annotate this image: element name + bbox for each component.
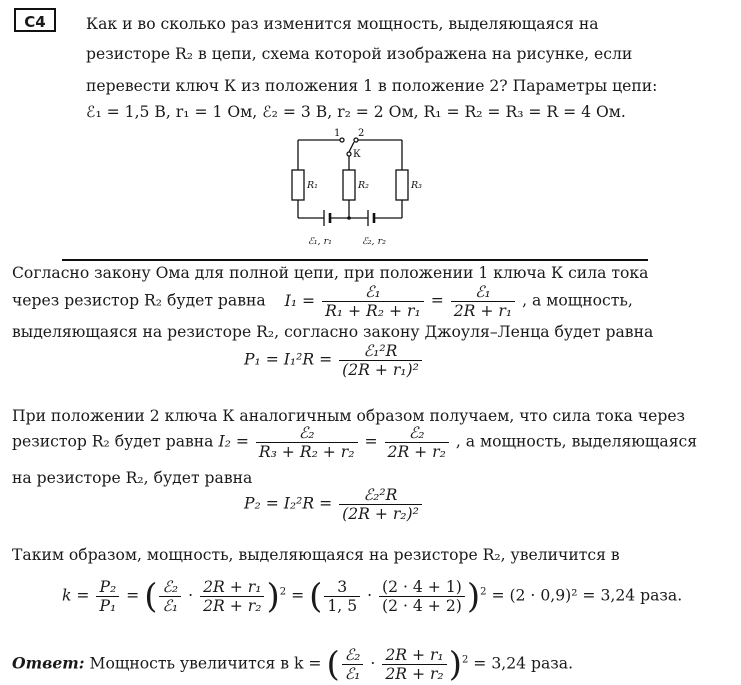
problem-number-badge: С4 (14, 8, 56, 32)
p1-power-equation (244, 342, 424, 379)
battery-2-label: ℰ₂, r₂ (362, 236, 386, 247)
k-power-ratio (96, 578, 119, 615)
k-res-den: 2R + r₂ (203, 597, 262, 615)
answer-emf-ratio (342, 646, 364, 683)
solution-p1-line-1: Согласно закону Ома для полной цепи, при положении 1 ключа К сила тока (12, 264, 649, 282)
solution-p1-line-2: через резистор R₂ будет равна I₁ = $\frac{\text{ℰ₁}}{\text{R₁ + R₂ + r₁}}$ = $\frac{\text{ℰ₁}}{\text{2R + r₁}}$ , а мощность, (12, 283, 633, 320)
k-d-den: (2 · 4 + 2) (382, 597, 462, 615)
battery-1-label: ℰ₁, r₁ (308, 236, 332, 247)
p2-eq-num: ℰ₂²R (339, 486, 422, 505)
k-den-p1: P₁ (99, 597, 117, 615)
i1-lhs: I₁ = (284, 291, 316, 310)
p1-eq-lhs: P₁ = I₁²R = (244, 350, 333, 369)
ans-res-num: 2R + r₁ (382, 646, 446, 665)
ans-emf-den: ℰ₁ (344, 665, 361, 683)
answer-res-ratio (382, 646, 446, 683)
k-res-num: 2R + r₁ (200, 578, 264, 597)
problem-line-3: перевести ключ К из положения 1 в положение 2? Параметры цепи: (86, 77, 658, 95)
k-c-den: 1, 5 (327, 597, 358, 615)
p2-eq-fraction (339, 486, 422, 523)
k-emf-den: ℰ₁ (162, 597, 179, 615)
problem-line-1: Как и во сколько раз изменится мощность, выделяющаяся на (86, 15, 599, 33)
solution-p2-text-b: , а мощность, выделяющаяся (455, 432, 698, 451)
i1-den-2: 2R + r₁ (453, 302, 513, 320)
i2-den-2: 2R + r₂ (387, 443, 446, 461)
i1-num-1: ℰ₁ (322, 283, 424, 302)
section-divider (62, 259, 648, 261)
switch-pos-2-label: 2 (358, 128, 365, 139)
answer-text: Мощность увеличится в k = (89, 654, 322, 673)
p1-eq-den: (2R + r₁)² (342, 361, 419, 379)
i2-num-1: ℰ₂ (256, 424, 358, 443)
problem-line-4: ℰ₁ = 1,5 В, r₁ = 1 Ом, ℰ₂ = 3 В, r₂ = 2 Ом, R₁ = R₂ = R₃ = R = 4 Ом. (86, 103, 626, 121)
p2-power-equation (244, 486, 424, 523)
i2-lhs: I₂ = (218, 432, 249, 451)
k-num-p2: P₂ (96, 578, 119, 597)
switch-pos-1-label: 1 (334, 128, 341, 139)
p1-eq-fraction (339, 342, 422, 379)
solution-p3-line-1: Таким образом, мощность, выделяющаяся на резисторе R₂, увеличится в (12, 546, 620, 564)
p1-eq-num: ℰ₁²R (339, 342, 422, 361)
switch-key-label: К (353, 149, 361, 160)
k-emf-ratio (159, 578, 181, 615)
k-d-num: (2 · 4 + 1) (379, 578, 465, 597)
i1-den-1: R₁ + R₂ + r₁ (325, 302, 421, 320)
i1-fraction-1 (322, 283, 424, 320)
ans-emf-num: ℰ₂ (342, 646, 364, 665)
p2-eq-lhs: P₂ = I₂²R = (244, 494, 333, 513)
ans-res-den: 2R + r₂ (385, 665, 444, 683)
solution-p1-line-3: выделяющаяся на резисторе R₂, согласно закону Джоуля–Ленца будет равна (12, 323, 654, 341)
resistor-r2-label: R₂ (358, 180, 369, 191)
problem-line-2: резисторе R₂ в цепи, схема которой изображена на рисунке, если (86, 45, 633, 63)
k-lhs: k = (62, 586, 90, 605)
k-numeric-res-ratio (379, 578, 465, 615)
k-resistance-ratio (200, 578, 264, 615)
circuit-diagram (270, 126, 420, 252)
i1-num-2: ℰ₁ (451, 283, 515, 302)
k-emf-num: ℰ₂ (159, 578, 181, 597)
i2-fraction-2 (385, 424, 449, 461)
i2-den-1: R₃ + R₂ + r₂ (258, 443, 355, 461)
solution-p1-text-a: через резистор R₂ будет равна (12, 291, 266, 310)
solution-p1-text-b: , а мощность, (522, 291, 633, 310)
k-numeric-emf-ratio (324, 578, 360, 615)
i2-fraction-1 (256, 424, 358, 461)
answer-line: Ответ: Мощность увеличится в k = ( $\frac{\text{ℰ₂}}{\text{ℰ₁}}$ · $\frac{\text{2R + r₁}}{\text{2R + r₂}}$ )$^2$ = 3,24 раза. (12, 644, 574, 685)
resistor-r3-label: R₃ (411, 180, 422, 191)
i2-num-2: ℰ₂ (385, 424, 449, 443)
k-ratio-equation: k = $\frac{\text{P₂}}{\text{P₁}}$ = ( $\frac{\text{ℰ₂}}{\text{ℰ₁}}$ · $\frac{\text{2R + r₁}}{\text{2R + r₂}}$ )$^2$ = ( $\frac{3}{1, 5}$ · $\frac{(2 \cdot 4 + 1)}{(2 \cdot 4 + 2)}$ )$^2$ = (2 · 0,9)² = 3,24 раза. (62, 576, 683, 617)
answer-label: Ответ: (12, 653, 85, 673)
solution-p2-text-a: резистор R₂ будет равна (12, 432, 214, 451)
solution-p2-line-2: резистор R₂ будет равна I₂ = $\frac{\text{ℰ₂}}{\text{R₃ + R₂ + r₂}}$ = $\frac{\text{ℰ₂}}{\text{2R + r₂}}$ , а мощность, выделяющаяся (12, 424, 698, 461)
k-result: = (2 · 0,9)² = 3,24 раза. (491, 586, 683, 605)
answer-result: = 3,24 раза. (473, 654, 574, 673)
i1-fraction-2 (451, 283, 515, 320)
resistor-r1-label: R₁ (307, 180, 318, 191)
p2-eq-den: (2R + r₂)² (342, 505, 419, 523)
solution-p2-line-3: на резисторе R₂, будет равна (12, 469, 253, 487)
k-c-num: 3 (324, 578, 360, 597)
solution-p2-line-1: При положении 2 ключа К аналогичным образом получаем, что сила тока через (12, 407, 686, 425)
